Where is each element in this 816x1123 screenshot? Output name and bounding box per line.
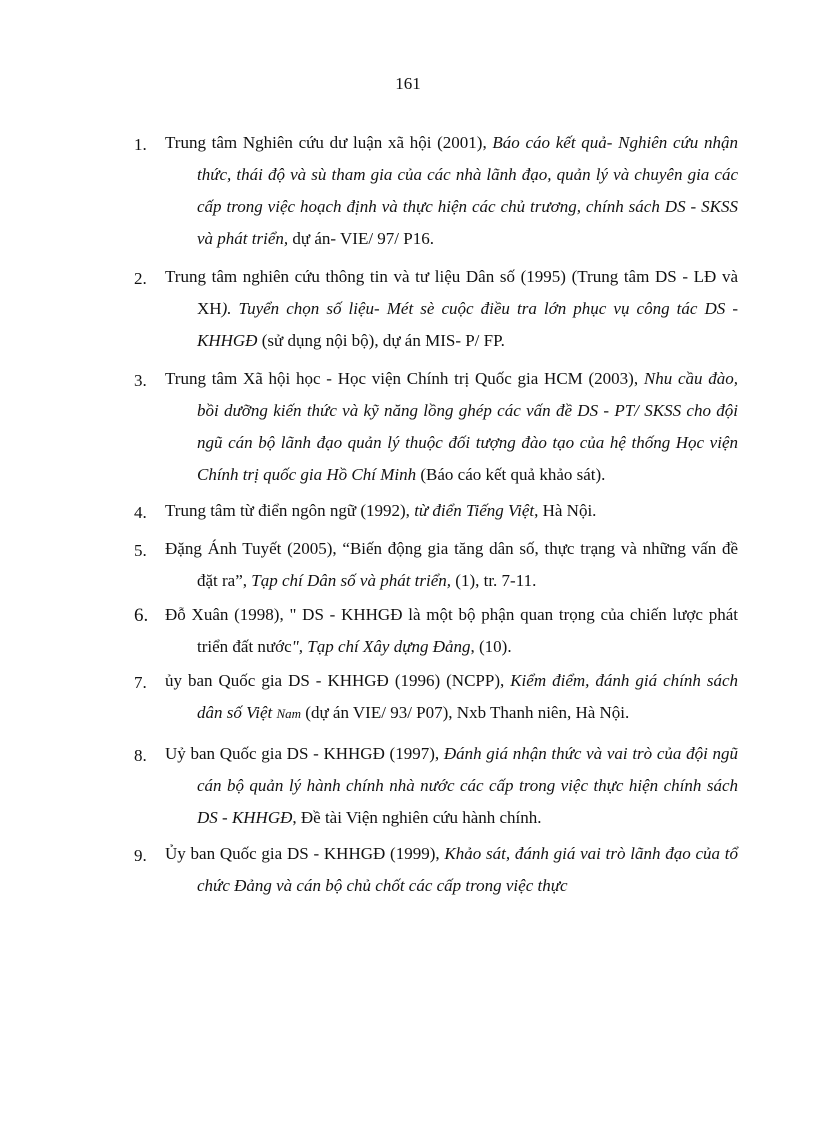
reference-segment: Đặng Ánh Tuyết (2005), “Biến động gia tăng dân số, thực trạng và những vấn đề đặt ra”, (165, 539, 738, 590)
reference-segment: , Đề tài Viện nghiên cứu hành chính. (292, 808, 542, 827)
reference-segment: Uỷ ban Quốc gia DS - KHHGĐ (1997), (165, 744, 444, 763)
reference-segment: Ủy ban Quốc gia DS - KHHGĐ (1999), (165, 844, 445, 863)
reference-item (134, 363, 738, 491)
reference-title-segment: Khảo sát, đánh giá vai trò lãnh đạo của tổ chức Đảng và cán bộ chủ chốt các cấp trong việc thực (197, 844, 738, 895)
reference-segment: Trung tâm từ điển ngôn ngữ (1992), (165, 501, 415, 520)
reference-item (134, 261, 738, 357)
reference-segment: , (10). (470, 637, 512, 656)
reference-number: 3. (134, 371, 147, 390)
reference-number: 8. (134, 746, 147, 765)
reference-number: 4. (134, 503, 147, 522)
reference-text (165, 261, 738, 357)
reference-number: 9. (134, 846, 147, 865)
reference-title-segment: Kiểm điểm, đánh giá chính sách dân số Việt (197, 671, 738, 722)
reference-item (134, 127, 738, 255)
reference-text (165, 495, 738, 527)
reference-title-segment: Nhu cầu đào, bồi dưỡng kiến thức và kỹ năng lồng ghép các vấn đề DS - PT/ SKSS cho đội ngũ cán bộ lãnh đạo quản lý thuộc đối tượng đào tạo của hệ thống Học viện Chính trị quốc gia Hồ Chí Minh (197, 369, 738, 484)
page-number: 161 (395, 74, 421, 93)
reference-segment: (Báo cáo kết quả khảo sát). (416, 465, 606, 484)
reference-number: 7. (134, 673, 147, 692)
reference-text (165, 665, 738, 730)
reference-segment: ủy ban Quốc gia DS - KHHGĐ (1996) (NCPP), (165, 671, 511, 690)
reference-segment: Trung tâm Xã hội học - Học viện Chính trị Quốc gia HCM (2003), (165, 369, 644, 388)
reference-segment: Trung tâm nghiên cứu thông tin và tư liệu Dân số (1995) (Trung tâm DS - LĐ và XH (165, 267, 738, 318)
reference-title-segment: Nam (276, 706, 302, 721)
reference-segment: (dự án VIE/ 93/ P07), Nxb Thanh niên, Hà Nội. (301, 703, 630, 722)
reference-number: 1. (134, 135, 147, 154)
reference-item (134, 533, 738, 597)
reference-item (134, 838, 738, 902)
reference-title-segment: Đánh giá nhận thức và vai trò của đội ngũ cán bộ quản lý hành chính nhà nước các cấp trong việc thực hiện chính sách DS - KHHGĐ (197, 744, 739, 827)
reference-segment: dự án- VIE/ 97/ P16. (288, 229, 434, 248)
reference-item (134, 495, 738, 527)
reference-text (165, 127, 738, 255)
reference-number: 6. (134, 605, 149, 626)
reference-text (165, 533, 738, 597)
reference-item (134, 665, 738, 730)
reference-title-segment: Tạp chí Dân số và phát triển, (251, 571, 452, 590)
reference-segment: (sử dụng nội bộ), dự án MIS- P/ FP. (257, 331, 505, 350)
reference-item (134, 738, 738, 834)
reference-segment: Trung tâm Nghiên cứu dư luận xã hội (2001), (165, 133, 493, 152)
reference-segment: Đỗ Xuân (1998), " DS - KHHGĐ là một bộ phận quan trọng của chiến lược phát triển đất nước (165, 605, 738, 656)
reference-number: 5. (134, 541, 147, 560)
reference-item (134, 599, 738, 663)
reference-number: 2. (134, 269, 147, 288)
reference-text (165, 838, 738, 902)
reference-text (165, 738, 738, 834)
reference-title-segment: từ điển Tiếng Việt (414, 501, 535, 520)
reference-title-segment: ", Tạp chí Xây dựng Đảng (291, 637, 471, 656)
reference-title-segment: Báo cáo kết quả- Nghiên cứu nhận thức, thái độ và sù tham gia của các nhà lãnh đạo, quản lý và chuyên gia các cấp trong việc hoạch định và thực hiện các chủ trương, chính sách DS - SKSS và phát triển, (197, 133, 738, 248)
reference-title-segment: ). Tuyển chọn số liệu- Mét sè cuộc điều tra lớn phục vụ công tác DS - KHHGĐ (197, 299, 738, 350)
reference-segment: , Hà Nội. (534, 501, 597, 520)
reference-segment: (1), tr. 7-11. (451, 571, 537, 590)
reference-text (165, 599, 738, 663)
reference-text (165, 363, 738, 491)
reference-list (134, 127, 738, 902)
